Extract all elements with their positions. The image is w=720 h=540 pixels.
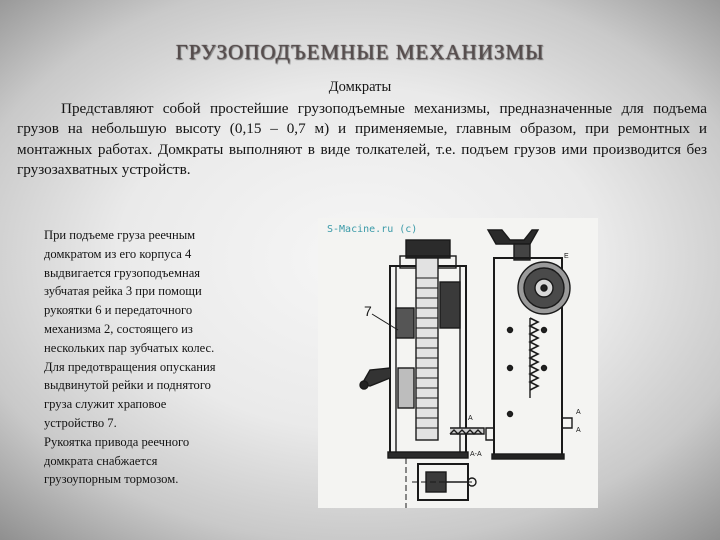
label-a3: A [576, 427, 581, 434]
slide-subtitle: Домкраты [328, 79, 392, 95]
right-jack-housing [486, 230, 572, 459]
label-a2: A [576, 409, 581, 416]
label-7: 7 [364, 303, 372, 319]
left-jack-housing [360, 240, 484, 458]
watermark: S-Macine.ru (c) [327, 224, 418, 235]
jack-drawing [318, 218, 598, 508]
label-e: Е [564, 253, 569, 260]
slide-title: ГРУЗОПОДЪЕМНЫЕ МЕХАНИЗМЫ [175, 40, 545, 64]
intro-paragraph: Представляют собой простейшие грузоподъемные механизмы, предназначенные для подъема грузов на небольшую высоту (0,15 – 0,7 м) и применяемые, главным образом, при ремонтных и монтажных работах. Домкраты выполняют в виде толкателей, т.е. подъем грузов ими производится без грузозахватных устройств. [17, 100, 707, 178]
jack-diagram [318, 218, 598, 508]
description-text: При подъеме груза реечным домкратом из его корпуса 4 выдвигается грузоподъемная зубчатая рейка 3 при помощи рукоятки 6 и передаточного механизма 2, состоящего из нескольких пар зубчатых колес. Для предотвращения опускания выдвинутой рейки и поднятого груза служит храповое устройство 7. Рукоятка привода реечного домкрата снабжается грузоупорным тормозом. [44, 228, 216, 487]
section-view [406, 458, 476, 508]
label-a1: A [468, 415, 473, 422]
label-section: А-А [470, 451, 482, 458]
